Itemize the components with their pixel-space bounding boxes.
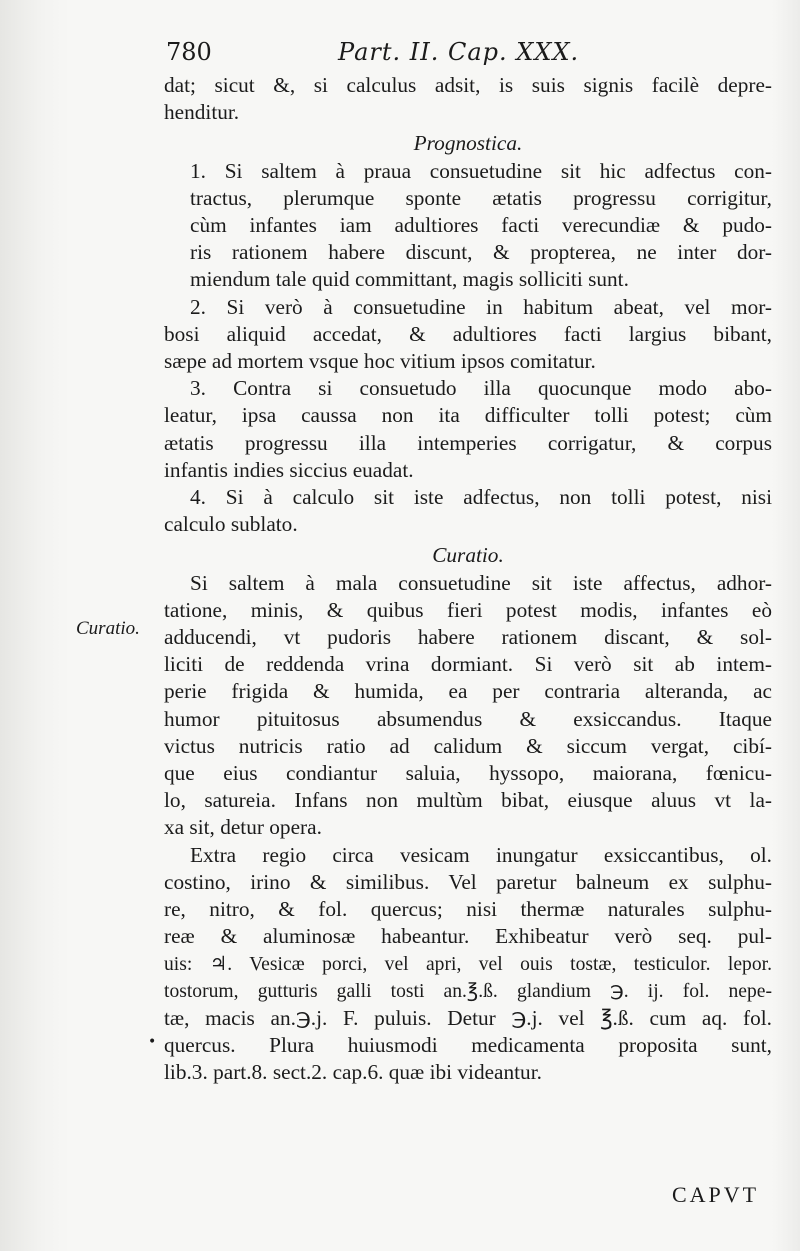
text-line: quercus. Plura huiusmodi medicamenta proposita sunt, [164, 1033, 772, 1058]
text-line: tatione, minis, & quibus fieri potest modis, infantes eò [164, 597, 772, 622]
text-line: lo, satureia. Infans non multùm bibat, eiusque aluus vt la- [164, 788, 772, 813]
text-line: infantis indies siccius euadat. [164, 457, 414, 482]
page-body [164, 72, 772, 1087]
curatio-paragraph-2 [164, 842, 772, 1087]
text-line: xa sit, detur opera. [164, 815, 322, 840]
text-line: Si saltem à mala consuetudine sit iste affectus, adhor- [190, 570, 772, 595]
text-line: cùm infantes iam adultiores facti verecundiæ & pudo- [190, 213, 772, 238]
text-line: liciti de reddenda vrina dormiant. Si verò sit ab intem- [164, 652, 772, 677]
text-line: perie frigida & humida, ea per contraria alteranda, ac [164, 679, 772, 704]
text-line: humor pituitosus absumendus & exsiccandus. Itaque [164, 706, 772, 731]
prognosis-item-2 [164, 294, 772, 376]
text-line: 1. Si saltem à praua consuetudine sit hic adfectus con- [190, 158, 772, 183]
text-line: tractus, plerumque sponte ætatis progressu corrigitur, [190, 185, 772, 210]
text-line: 4. Si à calculo sit iste adfectus, non tolli potest, nisi [190, 485, 772, 510]
prognosis-item-3 [164, 375, 772, 484]
text-line: dat; sicut &, si calculus adsit, is suis signis facilè depre- [164, 73, 772, 97]
page-number: 780 [166, 38, 212, 66]
text-line: lib.3. part.8. sect.2. cap.6. quæ ibi videantur. [164, 1060, 542, 1085]
text-line: 3. Contra si consuetudo illa quocunque modo abo- [190, 376, 772, 401]
page-header [166, 38, 766, 72]
text-line: ris rationem habere discunt, & propterea, ne inter dor- [190, 240, 772, 265]
text-line: costino, irino & similibus. Vel paretur balneum ex sulphu- [164, 869, 772, 894]
heading-prognostica: Prognostica. [413, 131, 523, 156]
curatio-paragraph-1 [164, 570, 772, 842]
text-line: reæ & aluminosæ habeantur. Exhibeatur verò seq. pul- [164, 924, 772, 949]
text-line: miendum tale quid committant, magis solliciti sunt. [190, 267, 629, 292]
prognosis-item-4 [164, 484, 772, 538]
page-edge-shadow [772, 0, 800, 1251]
heading-curatio: Curatio. [432, 543, 504, 568]
text-line: leatur, ipsa caussa non ita difficulter tolli potest; cùm [164, 403, 772, 428]
page-gutter-shadow [0, 0, 70, 1251]
text-line: que eius condiantur saluia, hyssopo, maiorana, fœnicu- [164, 761, 772, 786]
text-line: ætatis progressu illa intemperies corrigatur, & corpus [164, 430, 772, 455]
running-head: Part. II. Cap. XXX. [338, 38, 580, 66]
text-line: victus nutricis ratio ad calidum & siccum vergat, cibí- [164, 733, 772, 758]
paragraph-continuation [164, 72, 772, 126]
text-line: re, nitro, & fol. quercus; nisi thermæ naturales sulphu- [164, 897, 772, 922]
text-line: sæpe ad mortem vsque hoc vitium ipsos comitatur. [164, 349, 596, 374]
text-line: Extra regio circa vesicam inungatur exsiccantibus, ol. [190, 842, 772, 867]
margin-note-curatio: Curatio. [76, 618, 140, 639]
text-line: uis: ♃. Vesicæ porci, vel apri, vel ouis tostæ, testiculor. lepor. [164, 953, 772, 975]
catchword: CAPVT [672, 1182, 760, 1207]
text-line: tæ, macis an.℈.j. F. puluis. Detur ℈.j. vel ℥.ß. cum aq. fol. [164, 1005, 772, 1030]
text-line: adducendi, vt pudoris habere rationem discant, & sol- [164, 625, 772, 650]
text-line: calculo sublato. [164, 512, 298, 537]
text-line: bosi aliquid accedat, & adultiores facti largius bibant, [164, 321, 772, 346]
margin-dot: • [148, 1034, 157, 1050]
prognosis-item-1 [164, 158, 772, 294]
text-line: 2. Si verò à consuetudine in habitum abeat, vel mor- [190, 294, 772, 319]
text-line: henditur. [164, 100, 240, 125]
text-line: tostorum, gutturis galli tosti an.℥.ß. glandium ℈. ij. fol. nepe- [164, 980, 772, 1002]
